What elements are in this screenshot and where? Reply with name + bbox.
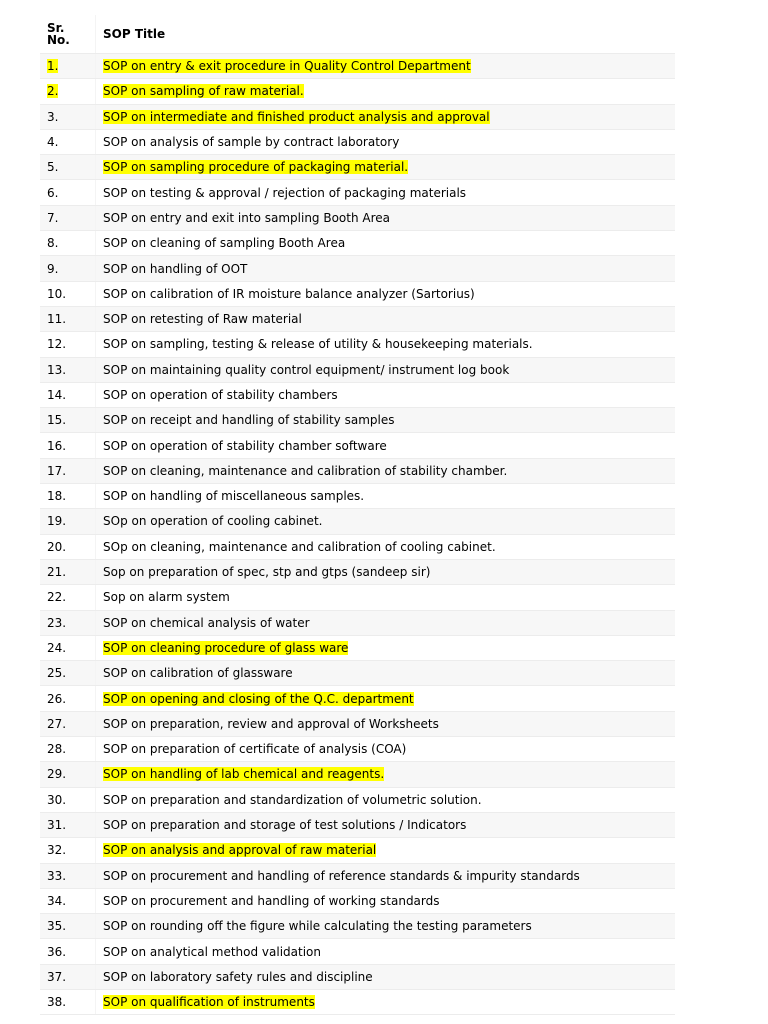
sr-no-text: 14. xyxy=(47,388,67,402)
sr-no-text: 13. xyxy=(47,362,67,377)
sop-title-text: SOP on analysis of sample by contract laboratory xyxy=(103,135,400,150)
sop-title-text: SOP on procurement and handling of working standards xyxy=(103,893,440,908)
sr-no-text: 10. xyxy=(47,286,67,301)
sop-title-cell xyxy=(96,863,676,888)
sr-no-cell xyxy=(40,711,96,736)
sop-title-cell xyxy=(96,231,676,256)
sop-title-cell xyxy=(96,458,676,483)
sop-title-text: SOP on preparation, review and approval of Worksheets xyxy=(103,716,439,731)
sop-table xyxy=(40,15,675,1015)
sop-title-cell xyxy=(96,964,676,989)
sr-no-cell xyxy=(40,382,96,407)
sr-no-cell xyxy=(40,838,96,863)
sop-title-cell xyxy=(96,306,676,331)
sr-no-cell xyxy=(40,610,96,635)
sr-no-cell xyxy=(40,509,96,534)
table-row xyxy=(40,686,675,711)
sop-title-text: SOP on rounding off the figure while calculating the testing parameters xyxy=(103,919,532,934)
table-row xyxy=(40,484,675,509)
sop-title-text: SOP on chemical analysis of water xyxy=(103,615,310,630)
sr-no-text: 22. xyxy=(47,590,67,605)
sop-title-cell xyxy=(96,711,676,736)
sr-no-cell xyxy=(40,306,96,331)
sop-title-text: SOP on preparation and standardization of volumetric solution. xyxy=(103,792,482,807)
sr-no-cell xyxy=(40,357,96,382)
table-row xyxy=(40,104,675,129)
sr-no-cell xyxy=(40,914,96,939)
sop-title-cell xyxy=(96,989,676,1014)
sop-title-cell xyxy=(96,585,676,610)
sr-no-cell xyxy=(40,458,96,483)
sop-title-cell xyxy=(96,838,676,863)
sr-no-text: 5. xyxy=(47,160,59,175)
sop-title-cell xyxy=(96,610,676,635)
sop-title-cell xyxy=(96,332,676,357)
sr-no-cell xyxy=(40,661,96,686)
table-row xyxy=(40,205,675,230)
table-row xyxy=(40,408,675,433)
sop-title-text: SOP on qualification of instruments xyxy=(103,995,315,1010)
sr-no-text: 24. xyxy=(47,640,67,655)
sr-no-cell xyxy=(40,129,96,154)
header-sr-no xyxy=(40,15,96,54)
table-row xyxy=(40,79,675,104)
sr-no-text: 20. xyxy=(47,539,67,554)
sop-title-cell xyxy=(96,509,676,534)
sop-title-text: SOP on calibration of glassware xyxy=(103,666,293,681)
header-sop-title: SOP Title xyxy=(96,15,676,54)
table-row xyxy=(40,610,675,635)
sr-no-text: 38. xyxy=(47,995,67,1010)
sop-title-text: SOP on procurement and handling of reference standards & impurity standards xyxy=(103,868,580,883)
sr-no-cell xyxy=(40,433,96,458)
sop-title-text: SOP on opening and closing of the Q.C. department xyxy=(103,691,414,706)
table-row xyxy=(40,812,675,837)
sr-no-text: 21. xyxy=(47,565,67,580)
table-row xyxy=(40,787,675,812)
table-row xyxy=(40,129,675,154)
sr-no-cell xyxy=(40,559,96,584)
sr-no-text: 1. xyxy=(47,59,59,74)
table-row xyxy=(40,964,675,989)
sop-title-text: Sop on alarm system xyxy=(103,590,230,605)
sr-no-cell xyxy=(40,180,96,205)
table-row xyxy=(40,509,675,534)
sop-title-cell xyxy=(96,939,676,964)
sop-title-text: SOP on receipt and handling of stability samples xyxy=(103,413,395,428)
sr-no-cell xyxy=(40,104,96,129)
table-row xyxy=(40,585,675,610)
sop-title-text: SOP on entry and exit into sampling Booth Area xyxy=(103,210,391,225)
sop-title-cell xyxy=(96,256,676,281)
sr-no-cell xyxy=(40,762,96,787)
sop-title-text: SOP on operation of stability chamber software xyxy=(103,438,387,453)
sop-title-cell xyxy=(96,812,676,837)
sop-title-cell xyxy=(96,433,676,458)
sr-no-text: 2. xyxy=(47,84,59,99)
table-row xyxy=(40,888,675,913)
sop-title-cell xyxy=(96,686,676,711)
sr-no-cell xyxy=(40,635,96,660)
sr-no-cell xyxy=(40,534,96,559)
sop-title-text: SOP on sampling procedure of packaging material. xyxy=(103,160,409,175)
sr-no-text: 6. xyxy=(47,185,59,200)
table-row xyxy=(40,382,675,407)
sop-title-cell xyxy=(96,559,676,584)
sop-title-text: SOP on testing & approval / rejection of packaging materials xyxy=(103,185,467,200)
sr-no-cell xyxy=(40,989,96,1014)
sop-title-cell xyxy=(96,180,676,205)
table-row xyxy=(40,433,675,458)
sop-title-cell xyxy=(96,205,676,230)
sr-no-text: 34. xyxy=(47,893,67,908)
sop-title-text: SOP on cleaning procedure of glass ware xyxy=(103,640,349,655)
table-row xyxy=(40,914,675,939)
sop-title-cell xyxy=(96,129,676,154)
sr-no-cell xyxy=(40,79,96,104)
sr-no-cell xyxy=(40,812,96,837)
sr-no-text: 8. xyxy=(47,236,59,251)
sr-no-cell xyxy=(40,281,96,306)
table-row xyxy=(40,635,675,660)
sr-no-text: 26. xyxy=(47,691,67,706)
table-row xyxy=(40,711,675,736)
table-row xyxy=(40,838,675,863)
sr-no-text: 28. xyxy=(47,742,67,757)
sop-title-text: SOP on analysis and approval of raw material xyxy=(103,843,377,858)
sr-no-text: 18. xyxy=(47,489,67,504)
sr-no-text: 4. xyxy=(47,135,59,150)
header-sr-no-line1: Sr. xyxy=(47,21,65,35)
sr-no-cell xyxy=(40,964,96,989)
sop-title-text: SOP on entry & exit procedure in Quality Control Department xyxy=(103,59,471,74)
sop-title-text: SOP on retesting of Raw material xyxy=(103,312,302,327)
sr-no-text: 27. xyxy=(47,716,67,731)
table-row xyxy=(40,534,675,559)
sr-no-text: 11. xyxy=(47,312,67,327)
sop-title-text: SOP on preparation and storage of test solutions / Indicators xyxy=(103,818,467,833)
sr-no-cell xyxy=(40,888,96,913)
sr-no-cell xyxy=(40,256,96,281)
sr-no-text: 16. xyxy=(47,438,67,453)
sop-title-cell xyxy=(96,357,676,382)
table-row xyxy=(40,458,675,483)
sop-title-text: SOP on cleaning of sampling Booth Area xyxy=(103,236,346,251)
sr-no-cell xyxy=(40,787,96,812)
sr-no-text: 15. xyxy=(47,413,67,428)
sr-no-text: 25. xyxy=(47,666,67,681)
table-row xyxy=(40,306,675,331)
sr-no-cell xyxy=(40,155,96,180)
sop-title-text: SOP on analytical method validation xyxy=(103,944,321,959)
sr-no-text: 19. xyxy=(47,514,67,529)
sop-title-cell xyxy=(96,787,676,812)
sr-no-text: 12. xyxy=(47,337,67,352)
sr-no-text: 9. xyxy=(47,261,59,276)
sr-no-cell xyxy=(40,585,96,610)
sop-title-text: SOP on cleaning, maintenance and calibration of stability chamber. xyxy=(103,463,508,478)
sr-no-text: 31. xyxy=(47,818,67,833)
sr-no-text: 30. xyxy=(47,792,67,807)
sop-title-text: SOP on sampling, testing & release of utility & housekeeping materials. xyxy=(103,337,533,352)
table-body xyxy=(40,54,675,1015)
sr-no-cell xyxy=(40,863,96,888)
sr-no-cell xyxy=(40,231,96,256)
table-row xyxy=(40,155,675,180)
sr-no-text: 17. xyxy=(47,463,67,478)
sop-title-cell xyxy=(96,54,676,79)
header-sr-no-line2: No. xyxy=(47,33,70,47)
table-row xyxy=(40,661,675,686)
sr-no-text: 7. xyxy=(47,210,59,225)
sop-title-text: SOP on laboratory safety rules and discipline xyxy=(103,969,373,984)
sr-no-text: 23. xyxy=(47,615,67,630)
table-header xyxy=(40,15,675,54)
sr-no-text: 35. xyxy=(47,919,67,934)
sop-title-cell xyxy=(96,661,676,686)
sr-no-cell xyxy=(40,332,96,357)
sr-no-cell xyxy=(40,737,96,762)
sop-title-text: SOP on sampling of raw material. xyxy=(103,84,304,99)
sop-title-text: SOP on operation of stability chambers xyxy=(103,388,338,402)
sop-title-text: SOP on maintaining quality control equipment/ instrument log book xyxy=(103,362,510,377)
table-row xyxy=(40,559,675,584)
sop-title-cell xyxy=(96,155,676,180)
table-row xyxy=(40,281,675,306)
sop-title-cell xyxy=(96,762,676,787)
table-row xyxy=(40,863,675,888)
sop-title-cell xyxy=(96,281,676,306)
sop-title-text: SOP on handling of OOT xyxy=(103,261,248,276)
sr-no-cell xyxy=(40,484,96,509)
sop-title-cell xyxy=(96,888,676,913)
sop-title-cell xyxy=(96,382,676,407)
header-row xyxy=(40,15,675,54)
table-row xyxy=(40,737,675,762)
sop-title-text: SOP on calibration of IR moisture balance analyzer (Sartorius) xyxy=(103,286,475,301)
sr-no-text: 36. xyxy=(47,944,67,959)
sr-no-text: 32. xyxy=(47,843,67,858)
table-row xyxy=(40,256,675,281)
table-row xyxy=(40,762,675,787)
sop-title-cell xyxy=(96,737,676,762)
table-row xyxy=(40,332,675,357)
sop-title-cell xyxy=(96,79,676,104)
sr-no-text: 29. xyxy=(47,767,67,782)
sop-title-text: SOP on handling of lab chemical and reagents. xyxy=(103,767,385,782)
sop-title-cell xyxy=(96,914,676,939)
sr-no-cell xyxy=(40,408,96,433)
sop-title-text: SOp on cleaning, maintenance and calibration of cooling cabinet. xyxy=(103,539,496,554)
table-row xyxy=(40,231,675,256)
table-row xyxy=(40,54,675,79)
sop-title-text: Sop on preparation of spec, stp and gtps (sandeep sir) xyxy=(103,565,431,580)
sr-no-cell xyxy=(40,686,96,711)
sop-title-text: SOP on intermediate and finished product analysis and approval xyxy=(103,109,490,124)
table-row xyxy=(40,357,675,382)
sr-no-cell xyxy=(40,54,96,79)
table-row xyxy=(40,180,675,205)
sop-title-cell xyxy=(96,534,676,559)
sop-title-text: SOP on handling of miscellaneous samples. xyxy=(103,489,365,504)
sop-title-cell xyxy=(96,484,676,509)
table-row xyxy=(40,989,675,1014)
sr-no-text: 33. xyxy=(47,868,67,883)
sop-title-cell xyxy=(96,408,676,433)
sr-no-text: 3. xyxy=(47,109,59,124)
table-row xyxy=(40,939,675,964)
sop-title-text: SOp on operation of cooling cabinet. xyxy=(103,514,323,529)
sop-title-cell xyxy=(96,104,676,129)
sop-title-cell xyxy=(96,635,676,660)
sr-no-cell xyxy=(40,939,96,964)
sr-no-text: 37. xyxy=(47,969,67,984)
sr-no-cell xyxy=(40,205,96,230)
sop-title-text: SOP on preparation of certificate of analysis (COA) xyxy=(103,742,407,757)
